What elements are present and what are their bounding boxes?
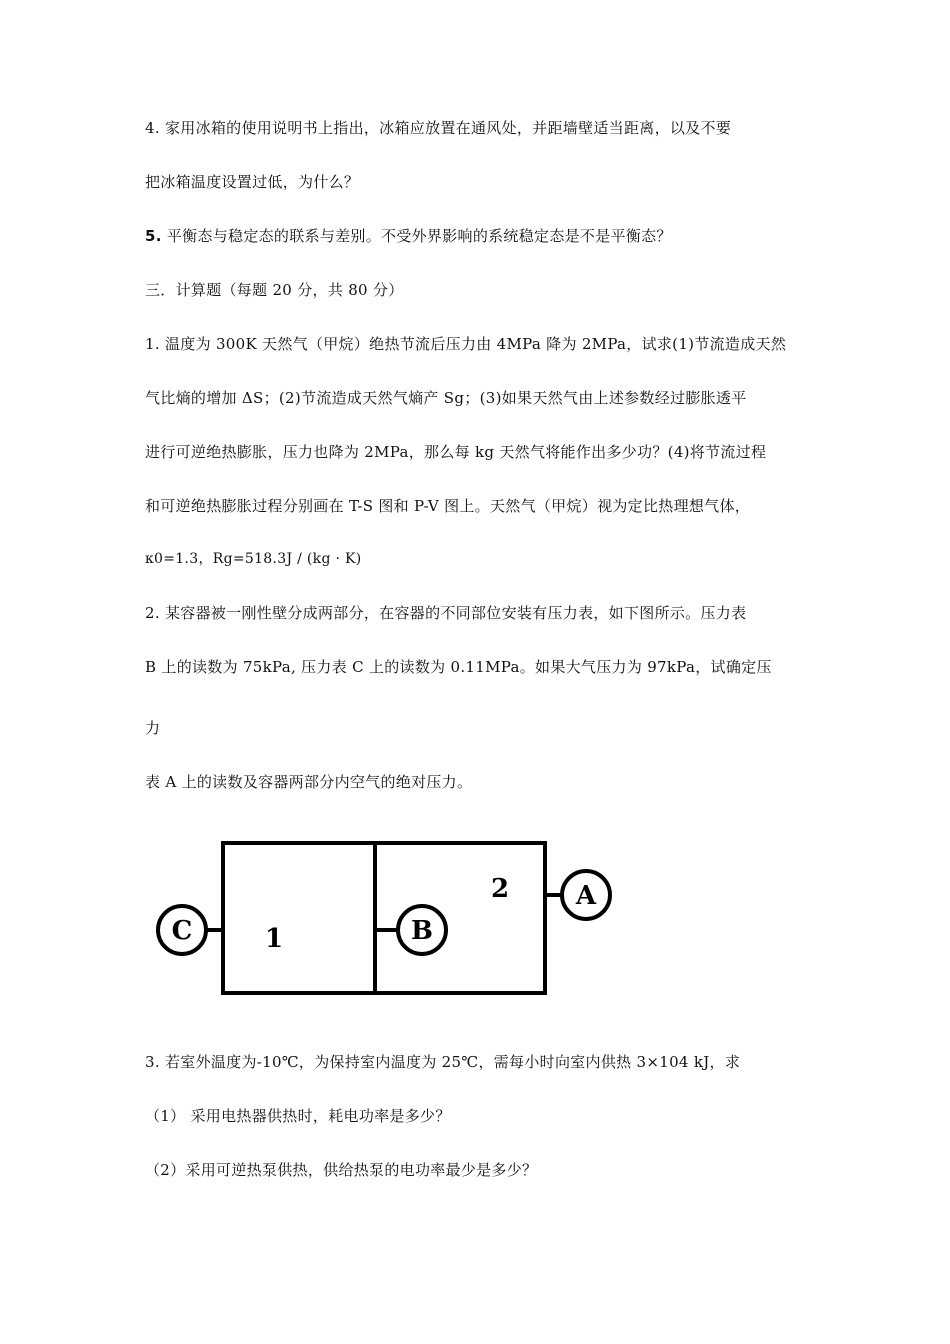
- part-1-label: 1: [264, 924, 284, 954]
- question-5-text: 平衡态与稳定态的联系与差别。不受外界影响的系统稳定态是不是平衡态？: [161, 227, 672, 245]
- calc-3-line-2: （1） 采用电热器供热时，耗电功率是多少？: [145, 1107, 451, 1125]
- question-5-number: 5.: [145, 227, 162, 245]
- question-5: [145, 226, 672, 246]
- calc-3-line-3: （2）采用可逆热泵供热，供给热泵的电功率最少是多少？: [145, 1161, 538, 1179]
- calc-2-line-3: 力: [145, 719, 161, 737]
- section-3-heading: 三．计算题（每题 20 分，共 80 分）: [145, 281, 404, 299]
- calc-1-line-3: 进行可逆绝热膨胀，压力也降为 2MPa，那么每 kg 天然气将能作出多少功？(4)将节流过程: [145, 443, 767, 461]
- container-diagram: [150, 835, 620, 1005]
- calc-2-line-4: 表 A 上的读数及容器两部分内空气的绝对压力。: [145, 773, 473, 791]
- calc-1-line-1: 1. 温度为 300K 天然气（甲烷）绝热节流后压力由 4MPa 降为 2MPa，试求(1)节流造成天然: [145, 335, 787, 353]
- calc-2-line-2: B 上的读数为 75kPa, 压力表 C 上的读数为 0.11MPa。如果大气压力为 97kPa，试确定压: [145, 658, 772, 676]
- calc-2-line-1: 2. 某容器被一刚性壁分成两部分，在容器的不同部位安装有压力表，如下图所示。压力表: [145, 604, 747, 622]
- part-2-label: 2: [490, 874, 510, 904]
- gauge-b-label: B: [411, 916, 433, 946]
- calc-1-line-2: 气比熵的增加 ΔS；(2)节流造成天然气熵产 Sg；(3)如果天然气由上述参数经过膨胀透平: [145, 389, 747, 407]
- gauge-a-label: A: [575, 881, 597, 911]
- calc-1-line-5: κ0=1.3，Rg=518.3J / (kg · K): [145, 551, 362, 567]
- question-4-line-1: 4. 家用冰箱的使用说明书上指出，冰箱应放置在通风处，并距墙壁适当距离，以及不要: [145, 119, 732, 137]
- calc-3-line-1: 3. 若室外温度为-10℃，为保持室内温度为 25℃，需每小时向室内供热 3×104 kJ，求: [145, 1053, 741, 1071]
- container-outline: [223, 843, 545, 993]
- question-4-line-2: 把冰箱温度设置过低，为什么？: [145, 173, 360, 191]
- gauge-c-label: C: [171, 916, 193, 946]
- calc-1-line-4: 和可逆绝热膨胀过程分别画在 T-S 图和 P-V 图上。天然气（甲烷）视为定比热理想气体，: [145, 497, 751, 515]
